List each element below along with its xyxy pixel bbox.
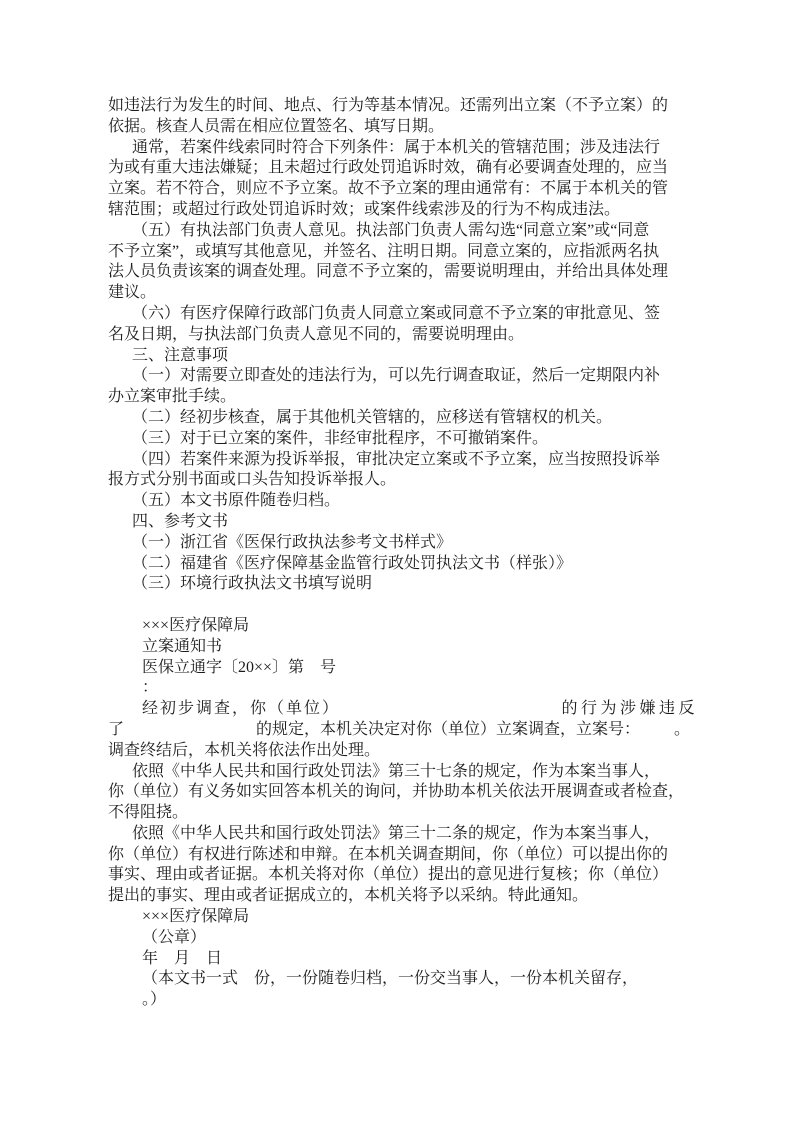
body-line: 调查终结后，本机关将依法作出处理。	[108, 741, 381, 759]
body-line: 法人员负责该案的调查处理。同意不予立案的，需要说明理由，并给出具体处理	[108, 263, 669, 281]
fill-in-line-text: 的规定，本机关决定对你（单位）立案调查，立案号：	[256, 720, 641, 738]
body-line: 名及日期，与执法部门负责人意见不同的，需要说明理由。	[108, 325, 525, 343]
body-line: 为或有重大违法嫌疑；且未超过行政处罚追诉时效，确有必要调查处理的，应当	[108, 159, 669, 177]
agency-name-line: ×××医疗保障局	[142, 616, 250, 634]
body-line: 不得阻挠。	[108, 804, 189, 822]
fill-in-line	[108, 699, 698, 720]
fill-in-line	[108, 720, 691, 741]
body-line: 辖范围；或超过行政处罚追诉时效；或案件线索涉及的行为不构成违法。	[108, 200, 621, 218]
body-line: 通常，若案件线索同时符合下列条件：属于本机关的管辖范围；涉及违法行	[132, 138, 661, 156]
seal-line: （公章）	[142, 928, 207, 946]
copies-note-line: 。）	[142, 991, 167, 1009]
notice-title-line: 立案通知书	[142, 637, 223, 655]
list-item-line: （五）有执法部门负责人意见。执法部门负责人需勾选“同意立案”或“同意	[132, 221, 650, 239]
doc-number-line: 医保立通字〔20××〕第 号	[142, 658, 337, 676]
fill-in-line-text: 。	[674, 720, 691, 738]
list-item-line: （一）对需要立即查处的违法行为，可以先行调查取证，然后一定期限内补	[132, 367, 661, 385]
body-line: 依照《中华人民共和国行政处罚法》第三十七条的规定，作为本案当事人，	[132, 762, 661, 780]
section-heading: 三、注意事项	[132, 346, 229, 364]
body-line: 你（单位）有权进行陈述和申辩。在本机关调查期间，你（单位）可以提出你的	[108, 845, 669, 863]
reference-line: （三）环境行政执法文书填写说明	[132, 575, 373, 593]
list-item-line: （五）本文书原件随卷归档。	[132, 492, 341, 510]
body-line: 依据。核查人员需在相应位置签名、填写日期。	[108, 117, 445, 135]
body-line: 如违法行为发生的时间、地点、行为等基本情况。还需列出立案（不予立案）的	[108, 97, 669, 114]
fill-in-line-text: 经初步调查，你（单位）	[142, 700, 341, 718]
section-heading: 四、参考文书	[132, 512, 229, 530]
reference-line: （一）浙江省《医保行政执法参考文书样式》	[132, 533, 453, 551]
body-line: 你（单位）有义务如实回答本机关的询问，并协助本机关依法开展调查或者检查，	[108, 783, 685, 801]
list-item-line: （四）若案件来源为投诉举报，审批决定立案或不予立案，应当按照投诉举	[132, 450, 661, 468]
body-line: 办立案审批手续。	[108, 388, 237, 406]
body-line: 事实、理由或者证据。本机关将对你（单位）提出的意见进行复核；你（单位）	[108, 866, 669, 884]
blank-line	[108, 595, 674, 616]
body-line: 不予立案”，或填写其他意见，并签名、注明日期。同意立案的，应指派两名执	[108, 242, 660, 260]
copies-note-line: （本文书一式 份，一份随卷归档，一份交当事人，一份本机关留存，	[142, 970, 639, 988]
body-line: 报方式分别书面或口头告知投诉举报人。	[108, 471, 397, 489]
reference-line: （二）福建省《医疗保障基金监管行政处罚执法文书（样张）》	[132, 554, 573, 572]
body-line: 建议。	[108, 284, 157, 302]
body-line: 提出的事实、理由或者证据成立的，本机关将予以采纳。特此通知。	[108, 887, 589, 905]
list-item-line: （六）有医疗保障行政部门负责人同意立案或同意不予立案的审批意见、签	[132, 304, 661, 322]
agency-name-line: ×××医疗保障局	[142, 908, 250, 926]
date-line: 年 月 日	[142, 949, 223, 967]
salutation-colon-line: ：	[142, 679, 159, 697]
fill-in-line-text: 了	[108, 720, 125, 738]
list-item-line: （二）经初步核查，属于其他机关管辖的，应移送有管辖权的机关。	[132, 408, 613, 426]
list-item-line: （三）对于已立案的案件，非经审批程序，不可撤销案件。	[132, 429, 549, 447]
body-line: 立案。若不符合，则应不予立案。故不予立案的理由通常有：不属于本机关的管	[108, 180, 669, 198]
body-line: 依照《中华人民共和国行政处罚法》第三十二条的规定，作为本案当事人，	[132, 824, 661, 842]
fill-in-line-text: 的行为涉嫌违反	[561, 700, 698, 718]
